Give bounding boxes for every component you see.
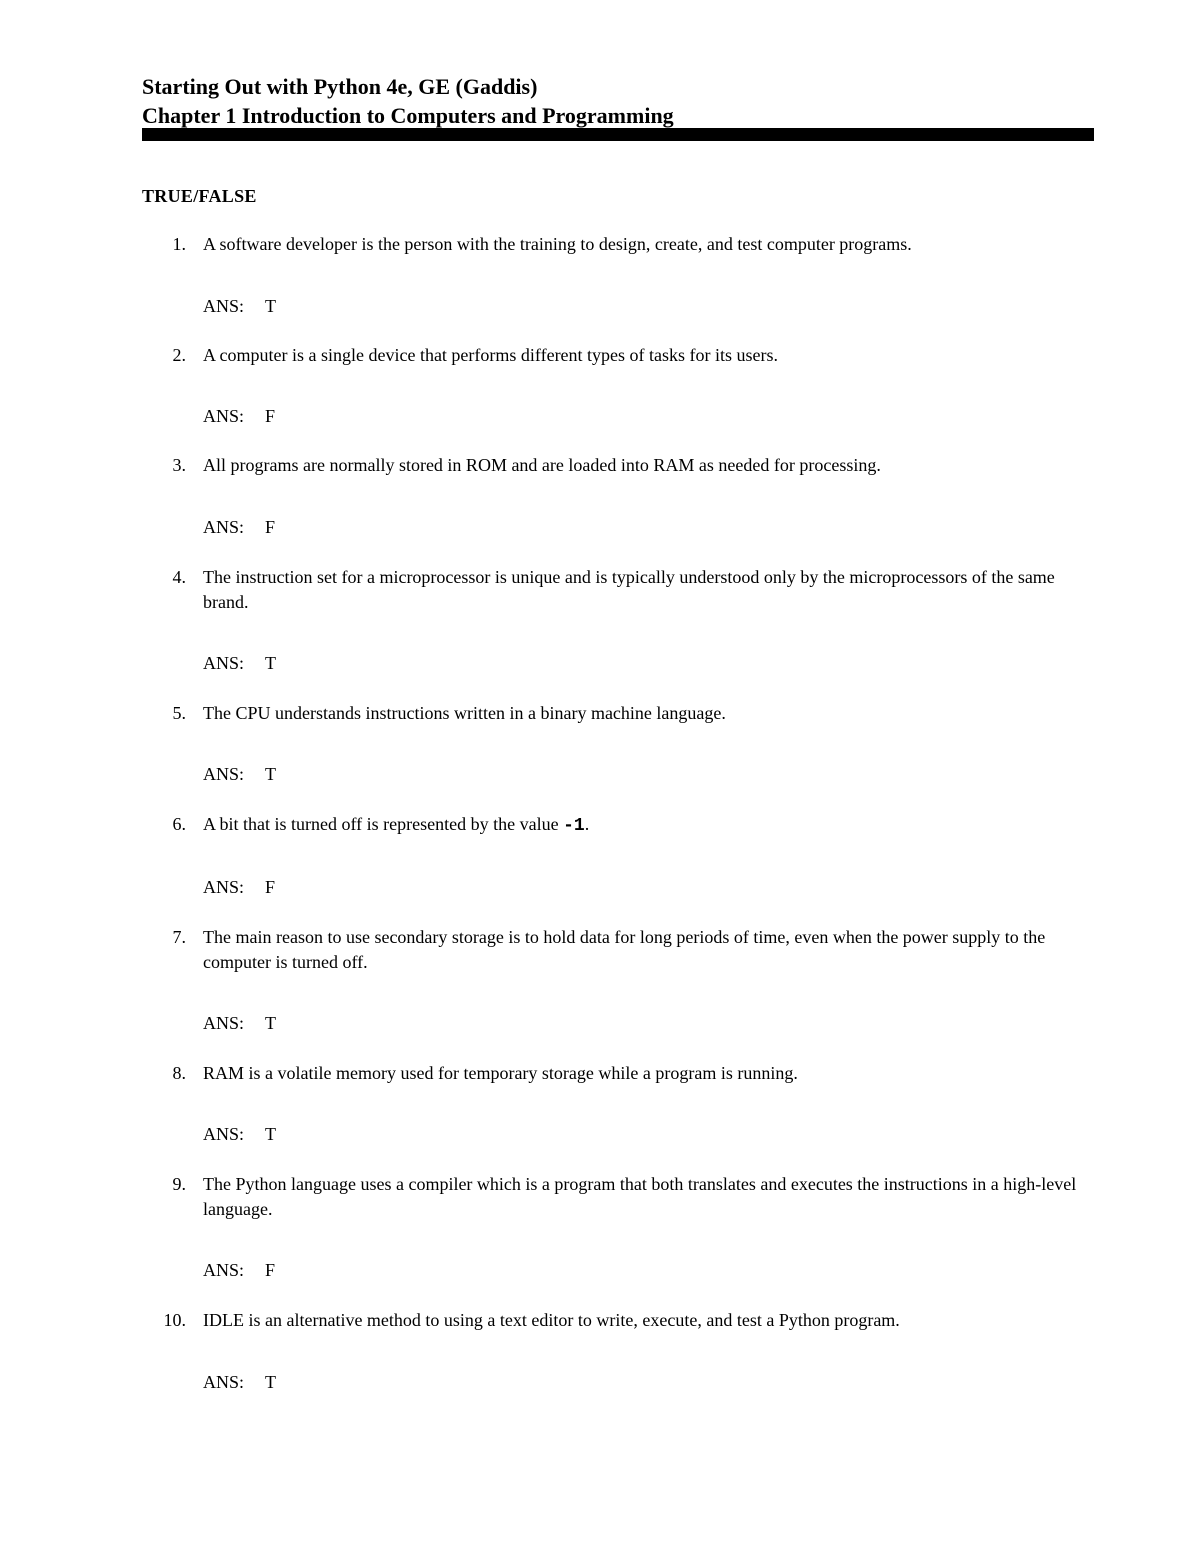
question-text: A software developer is the person with the training to design, create, and test computer programs. <box>203 234 912 254</box>
question-item <box>142 453 1094 480</box>
answer-line <box>203 294 276 319</box>
question-number: 6. <box>172 814 186 834</box>
answer-value: F <box>265 1260 276 1280</box>
question-number: 3. <box>172 455 186 475</box>
question-item <box>142 1172 1094 1224</box>
question-item <box>142 701 1094 728</box>
answer-label: ANS: <box>203 406 245 426</box>
answer-value: T <box>265 1372 276 1392</box>
question-item <box>142 812 1094 839</box>
question-number: 7. <box>172 927 186 947</box>
answer-value: T <box>265 653 276 673</box>
chapter-title: Chapter 1 Introduction to Computers and Programming <box>142 103 674 128</box>
answer-line <box>203 1122 276 1147</box>
question-number: 1. <box>172 234 186 254</box>
answer-line <box>203 515 275 540</box>
answer-value: T <box>265 764 276 784</box>
answer-value: T <box>265 1013 276 1033</box>
answer-label: ANS: <box>203 296 245 316</box>
question-text: The main reason to use secondary storage is to hold data for long periods of time, even when the power supply to the computer is turned off. <box>203 927 1046 972</box>
question-item <box>142 565 1094 617</box>
book-title: Starting Out with Python 4e, GE (Gaddis) <box>142 74 538 99</box>
answer-label: ANS: <box>203 764 245 784</box>
answer-label: ANS: <box>203 517 245 537</box>
answer-value: T <box>265 296 276 316</box>
answer-label: ANS: <box>203 1124 245 1144</box>
answer-line <box>203 1011 276 1036</box>
answer-value: F <box>265 877 276 897</box>
question-number: 4. <box>172 567 186 587</box>
code-value: -1 <box>563 816 585 836</box>
answer-line <box>203 1370 276 1395</box>
document-header <box>142 72 1094 130</box>
answer-line <box>203 875 275 900</box>
question-item <box>142 343 1094 370</box>
question-number: 8. <box>172 1063 186 1083</box>
question-text: IDLE is an alternative method to using a text editor to write, execute, and test a Python program. <box>203 1310 900 1330</box>
answer-label: ANS: <box>203 653 245 673</box>
question-item <box>142 925 1094 977</box>
section-heading: TRUE/FALSE <box>142 186 257 206</box>
question-text: The Python language uses a compiler which is a program that both translates and executes the instructions in a high-level language. <box>203 1174 1077 1219</box>
answer-line <box>203 651 276 676</box>
question-item <box>142 232 1094 259</box>
question-number: 9. <box>172 1174 186 1194</box>
header-rule <box>142 128 1094 141</box>
answer-value: T <box>265 1124 276 1144</box>
answer-line <box>203 762 276 787</box>
answer-label: ANS: <box>203 877 245 897</box>
question-text: A computer is a single device that performs different types of tasks for its users. <box>203 345 779 365</box>
answer-label: ANS: <box>203 1260 245 1280</box>
answer-value: F <box>265 517 276 537</box>
answer-label: ANS: <box>203 1372 245 1392</box>
question-item <box>142 1308 1094 1335</box>
question-text: RAM is a volatile memory used for temporary storage while a program is running. <box>203 1063 798 1083</box>
question-text: The instruction set for a microprocessor is unique and is typically understood only by the microprocessors of the same brand. <box>203 567 1055 612</box>
answer-label: ANS: <box>203 1013 245 1033</box>
answer-value: F <box>265 406 276 426</box>
question-number: 10. <box>163 1310 186 1330</box>
answer-line <box>203 1258 275 1283</box>
question-item <box>142 1061 1094 1088</box>
question-number: 2. <box>172 345 186 365</box>
question-number: 5. <box>172 703 186 723</box>
question-text: The CPU understands instructions written in a binary machine language. <box>203 703 726 723</box>
question-text: A bit that is turned off is represented by the value -1. <box>203 814 590 836</box>
question-text: All programs are normally stored in ROM and are loaded into RAM as needed for processing. <box>203 455 881 475</box>
answer-line <box>203 404 275 429</box>
